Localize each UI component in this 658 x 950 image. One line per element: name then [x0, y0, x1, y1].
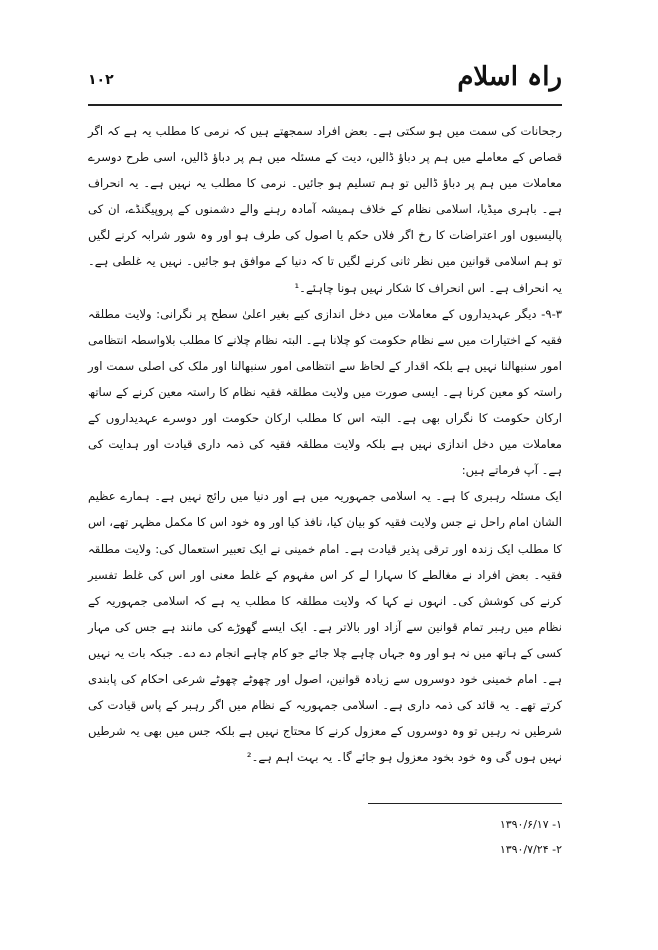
body-text [88, 118, 562, 770]
footnotes [500, 812, 562, 862]
journal-title: راہ اسلام [457, 62, 562, 92]
footnote-divider [368, 803, 562, 804]
header-divider [88, 104, 562, 106]
footnote: ۲- ۱۳۹۰/۷/۲۴ [499, 843, 562, 856]
footnote: ۱- ۱۳۹۰/۶/۱۷ [499, 818, 562, 831]
paragraph: رجحانات کی سمت میں ہو سکتی ہے۔ بعض افراد سمجھتے ہیں کہ نرمی کا مطلب یہ ہے کہ اگر قصاص کے معاملے میں ہم پر دباؤ ڈالیں، دیت کے مسئلہ میں ہم پر دباؤ ڈالیں، اسی طرح دوسرے معاملات میں ہم پر دباؤ ڈالیں تو ہم تسلیم ہو جائیں۔ نرمی کا مطلب یہ نہیں ہے۔ یہ انحراف ہے۔ باہری میڈیا، اسلامی نظام کے خلاف ہمیشہ آمادہ رہنے والے دشمنوں کے پروپیگنڈے، ان کی پالیسیوں اور اعتراضات کا رخ اگر فلاں حکم یا اصول کی طرف ہو اور وہ شور شرابہ کرنے لگیں تو ہم اسلامی قوانین میں نظر ثانی کرنے لگیں تا کہ دنیا کے موافق ہو جائیں۔ نہیں یہ غلطی ہے۔ یہ انحراف ہے۔ اس انحراف کا شکار نہیں ہونا چاہئے۔¹ [88, 124, 562, 295]
paragraph: ایک مسئلہ رہبری کا ہے۔ یہ اسلامی جمہوریہ میں ہے اور دنیا میں رائج نہیں ہے۔ ہمارے عظیم الشان امام راحل نے جس ولایت فقیہ کو بیان کیا، نافذ کیا اور وہ خود اس کا مکمل مظہر تھے، اس کا مطلب ایک زندہ اور ترقی پذیر قیادت ہے۔ امام خمینی نے ایک تعبیر استعمال کی: ولایت مطلقہ فقیہ۔ بعض افراد نے مغالطے کا سہارا لے کر اس مفہوم کے غلط معنی اور اس کی غلط تفسیر کرنے کی کوشش کی۔ انہوں نے کہا کہ ولایت مطلقہ کا مطلب یہ ہے کہ اسلامی جمہوریہ کے نظام میں رہبر تمام قوانین سے آزاد اور بالاتر ہے۔ ایک ایسے گھوڑے کی مانند ہے جس کی مہار کسی کے ہاتھ میں نہ ہو اور وہ جہاں چاہے چلا جائے جو کام چاہے انجام دے دے۔ جبکہ بات یہ نہیں ہے۔ امام خمینی خود دوسروں سے زیادہ قوانین، اصول اور چھوٹے چھوٹے شرعی احکام کی پابندی کرتے تھے۔ یہ قائد کی ذمہ داری ہے۔ اسلامی جمہوریہ کے نظام میں اگر رہبر کے پاس قیادت کی شرطیں نہ رہیں تو وہ دوسروں کے معزول کرنے کا محتاج نہیں ہے بلکہ جس میں بھی یہ شرطیں نہیں ہوں گی وہ خود بخود معزول ہو جائے گا۔ یہ بہت اہم ہے۔² [88, 489, 562, 765]
page-header [88, 62, 562, 102]
page-number: ۱۰۲ [88, 72, 114, 88]
paragraph: ۹-۳- دیگر عہدیداروں کے معاملات میں دخل اندازی کیے بغیر اعلیٰ سطح پر نگرانی: ولایت مطلقہ فقیہ کے اختیارات میں سے نظام حکومت کو چلانا ہے۔ البتہ نظام چلانے کا مطلب بلاواسطہ انتظامی امور سنبھالنا نہیں ہے بلکہ اقدار کے لحاظ سے انتظامی امور سنبھالنا اور ملک کی اصلی سمت اور راستہ کو معین کرنا ہے۔ ایسی صورت میں ولایت مطلقہ فقیہ نظام کا راستہ معین کرنے کے ساتھ ارکان حکومت کا نگراں بھی ہے۔ البتہ اس کا مطلب ارکان حکومت اور دوسرے عہدیداروں کے معاملات میں دخل اندازی نہیں ہے بلکہ ولایت مطلقہ فقیہ کی ذمہ داری قیادت اور ہدایت کی ہے۔ آپ فرماتے ہیں: [88, 306, 562, 478]
